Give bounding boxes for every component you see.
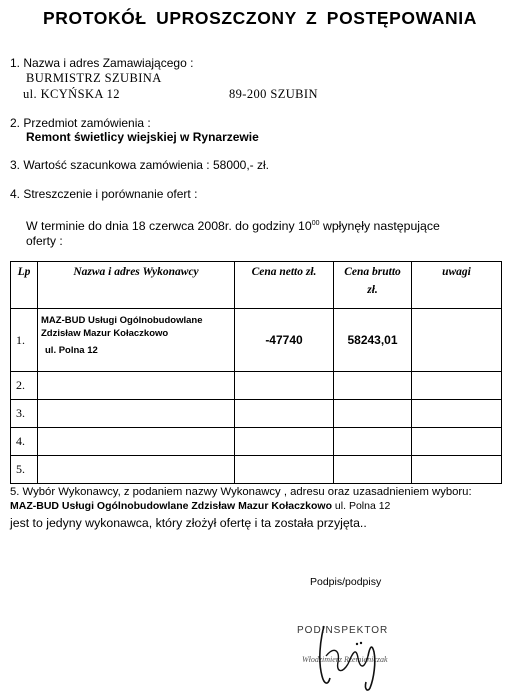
- order-subject: Remont świetlicy wiejskiej w Rynarzewie: [26, 130, 259, 144]
- notes-cell: [412, 309, 502, 372]
- contractor-name-line2: Zdzisław Mazur Kołaczkowo: [41, 328, 169, 339]
- table-row: [11, 372, 502, 400]
- section-2-label: 2. Przedmiot zamówienia :: [10, 116, 151, 130]
- handwritten-signature: [290, 616, 410, 696]
- notes-cell: [412, 400, 502, 428]
- contracting-authority-street: ul. KCYŃSKA 12: [23, 87, 120, 101]
- contractor-address: ul. Polna 12: [45, 345, 98, 356]
- selected-contractor-name: MAZ-BUD Usługi Ogólnobudowlane Zdzisław Mazur Kołaczkowo: [10, 500, 333, 512]
- header-notes: uwagi: [412, 262, 502, 309]
- contractor-cell: [38, 400, 235, 428]
- section-5-label: 5. Wybór Wykonawcy, z podaniem nazwy Wykonawcy , adresu oraz uzasadnieniem wyboru:: [10, 486, 472, 498]
- signature-label: Podpis/podpisy: [310, 576, 382, 588]
- notes-cell: [412, 428, 502, 456]
- contractor-name-line1: MAZ-BUD Usługi Ogólnobudowlane: [41, 315, 203, 326]
- row-number: 1.: [11, 309, 38, 372]
- header-lp: Lp: [11, 262, 38, 309]
- header-contractor: Nazwa i adres Wykonawcy: [38, 262, 235, 309]
- stamp-title: PODINSPEKTOR: [297, 625, 389, 636]
- table-row: [11, 456, 502, 484]
- estimated-value: 3. Wartość szacunkowa zamówienia : 58000,- zł.: [10, 158, 270, 172]
- offers-intro: [26, 219, 440, 233]
- row-number: 3.: [11, 400, 38, 428]
- row-number: 2.: [11, 372, 38, 400]
- notes-cell: [412, 372, 502, 400]
- contractor-cell: [38, 428, 235, 456]
- section-1-label: 1. Nazwa i adres Zamawiającego :: [10, 56, 194, 70]
- gross-price-cell: [334, 428, 412, 456]
- contractor-cell: [38, 372, 235, 400]
- net-price-cell: [235, 428, 334, 456]
- gross-price-cell: [334, 400, 412, 428]
- selected-contractor-address: ul. Polna 12: [332, 500, 391, 512]
- offers-intro-text-end: wpłynęły następujące: [319, 219, 440, 233]
- header-gross-line2: zł.: [367, 284, 378, 296]
- table-row: [11, 428, 502, 456]
- section-4-label: 4. Streszczenie i porównanie ofert :: [10, 187, 198, 201]
- net-price-cell: [235, 372, 334, 400]
- notes-cell: [412, 456, 502, 484]
- contracting-authority-city: 89-200 SZUBIN: [229, 87, 318, 101]
- gross-price-cell: [334, 456, 412, 484]
- selection-justification: jest to jedyny wykonawca, który złożył ofertę i ta została przyjęta..: [10, 516, 367, 530]
- gross-price-cell: [334, 372, 412, 400]
- net-price-cell: [235, 400, 334, 428]
- net-price-cell: [235, 456, 334, 484]
- table-row: [11, 400, 502, 428]
- contracting-authority-name: BURMISTRZ SZUBINA: [26, 71, 162, 85]
- offers-intro-text: W terminie do dnia 18 czerwca 2008r. do godziny 10: [26, 219, 312, 233]
- stamp-name: Włodzimierz Rzemieniczak: [302, 655, 388, 664]
- header-gross-line1: Cena brutto: [344, 266, 401, 278]
- contractor-cell: [38, 456, 235, 484]
- header-net-price: Cena netto zł.: [235, 262, 334, 309]
- offers-intro-hour-minutes: 00: [311, 219, 320, 227]
- table-header-row: [11, 262, 502, 309]
- row-number: 5.: [11, 456, 38, 484]
- offers-intro-line2: oferty :: [26, 234, 63, 248]
- offers-table: [10, 261, 502, 484]
- header-gross-price: [334, 262, 412, 309]
- net-price-cell: -47740: [235, 309, 334, 372]
- document-title: PROTOKÓŁ UPROSZCZONY Z POSTĘPOWANIA: [43, 8, 477, 28]
- gross-price-cell: 58243,01: [334, 309, 412, 372]
- table-row: [11, 309, 502, 372]
- row-number: 4.: [11, 428, 38, 456]
- contractor-cell: [38, 309, 235, 372]
- selected-contractor: [10, 500, 390, 512]
